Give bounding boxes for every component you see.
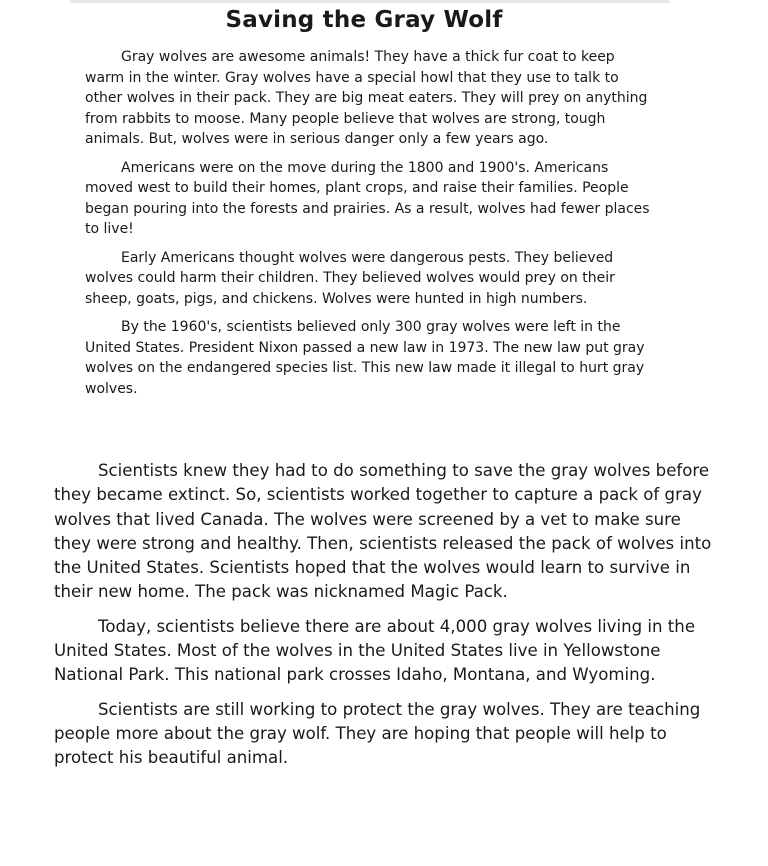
paragraph-6: Today, scientists believe there are about 4,000 gray wolves living in the United States. Most of the wolves in the United States live in Yellowstone National Park. This national park crosses Idaho, Montana, and Wyoming. [54, 616, 696, 685]
article-top-section [85, 47, 657, 407]
paragraph-5: Scientists knew they had to do something to save the gray wolves before they became extinct. So, scientists worked together to capture a pack of gray wolves that lived Canada. The wolves were screened by a vet to make sure they were strong and healthy. Then, scientists released the pack of wolves into the United States. Scientists hoped that the wolves would learn to survive in their new home. The pack was nicknamed Magic Pack. [54, 461, 712, 602]
top-rule [70, 0, 670, 3]
paragraph-7: Scientists are still working to protect the gray wolves. They are teaching people more about the gray wolf. They are hoping that people will help to protect his beautiful animal. [54, 699, 701, 768]
article-bottom-section [54, 459, 714, 781]
page-title: Saving the Gray Wolf [225, 7, 503, 33]
paragraph-1: Gray wolves are awesome animals! They have a thick fur coat to keep warm in the winter. Gray wolves have a special howl that they use to talk to other wolves in their pack. They are big meat eaters. They will prey on anything from rabbits to moose. Many people believe that wolves are strong, tough animals. But, wolves were in serious danger only a few years ago. [85, 49, 648, 147]
paragraph-2: Americans were on the move during the 1800 and 1900's. Americans moved west to build their homes, plant crops, and raise their families. People began pouring into the forests and prairies. As a result, wolves had fewer places to live! [85, 159, 650, 237]
paragraph-3: Early Americans thought wolves were dangerous pests. They believed wolves could harm their children. They believed wolves would prey on their sheep, goats, pigs, and chickens. Wolves were hunted in high numbers. [85, 249, 615, 307]
paragraph-4: By the 1960's, scientists believed only 300 gray wolves were left in the United States. President Nixon passed a new law in 1973. The new law put gray wolves on the endangered species list. This new law made it illegal to hurt gray wolves. [85, 319, 645, 397]
